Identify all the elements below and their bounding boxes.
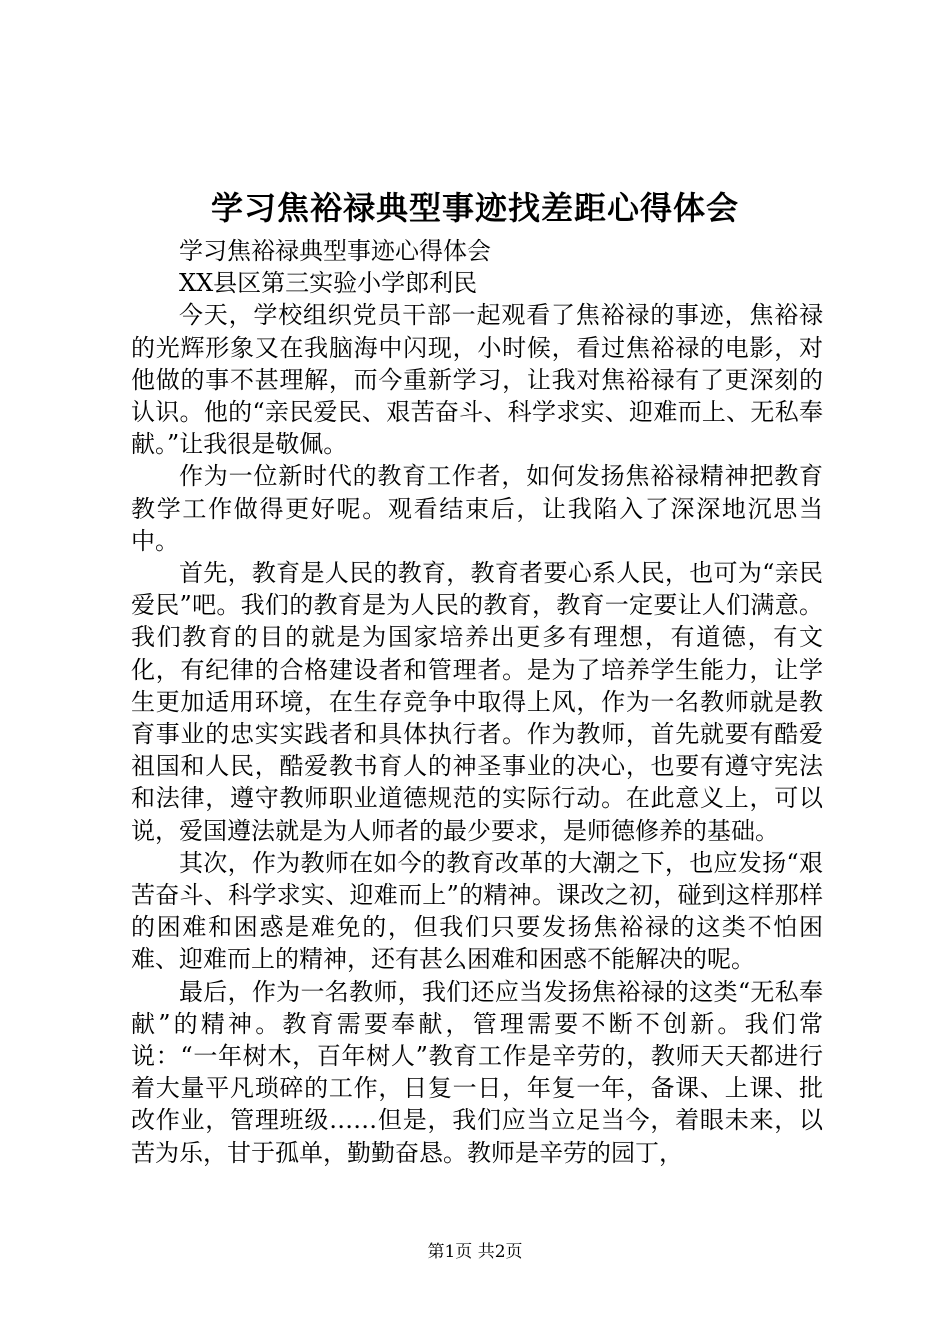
paragraph: 其次，作为教师在如今的教育改革的大潮之下，也应发扬“艰苦奋斗、科学求实、迎难而上”的精神。课改之初，碰到这样那样的困难和困惑是难免的，但我们只要发扬焦裕禄的这类不怕困难、迎难而上的精神，还有甚么困难和困惑不能解决的呢。 xyxy=(131,848,823,974)
page-title: 学习焦裕禄典型事迹找差距心得体会 xyxy=(210,189,739,227)
paragraph: 首先，教育是人民的教育，教育者要心系人民，也可为“亲民爱民”吧。我们的教育是为人民的教育，教育一定要让人们满意。我们教育的目的就是为国家培养出更多有理想，有道德，有文化，有纪律的合格建设者和管理者。是为了培养学生能力，让学生更加适用环境，在生存竞争中取得上风，作为一名教师就是教育事业的忠实实践者和具体执行者。作为教师，首先就要有酷爱祖国和人民，酷爱教书育人的神圣事业的决心，也要有遵守宪法和法律，遵守教师职业道德规范的实际行动。在此意义上，可以说，爱国遵法就是为人师者的最少要求，是师德修养的基础。 xyxy=(131,559,823,845)
paragraph: 今天，学校组织党员干部一起观看了焦裕禄的事迹，焦裕禄的光辉形象又在我脑海中闪现，小时候，看过焦裕禄的电影，对他做的事不甚理解，而今重新学习，让我对焦裕禄有了更深刻的认识。他的“亲民爱民、艰苦奋斗、科学求实、迎难而上、无私奉献。”让我很是敬佩。 xyxy=(131,301,823,459)
page-number-footer: 第1页 共2页 xyxy=(427,1242,523,1262)
subtitle-line: 学习焦裕禄典型事迹心得体会 xyxy=(179,237,491,265)
paragraph: 作为一位新时代的教育工作者，如何发扬焦裕禄精神把教育教学工作做得更好呢。观看结束后，让我陷入了深深地沉思当中。 xyxy=(131,462,823,555)
paragraph: 最后，作为一名教师，我们还应当发扬焦裕禄的这类“无私奉献”的精神。教育需要奉献，管理需要不断不创新。我们常说：“一年树木，百年树人”教育工作是辛劳的，教师天天都进行着大量平凡琐碎的工作，日复一日，年复一年，备课、上课、批改作业，管理班级……但是，我们应当立足当今，着眼未来，以苦为乐，甘于孤单，勤勤奋恳。教师是辛劳的园丁， xyxy=(131,977,823,1167)
document-body xyxy=(131,235,823,1169)
author-line: XX县区第三实验小学郎利民 xyxy=(179,269,478,298)
